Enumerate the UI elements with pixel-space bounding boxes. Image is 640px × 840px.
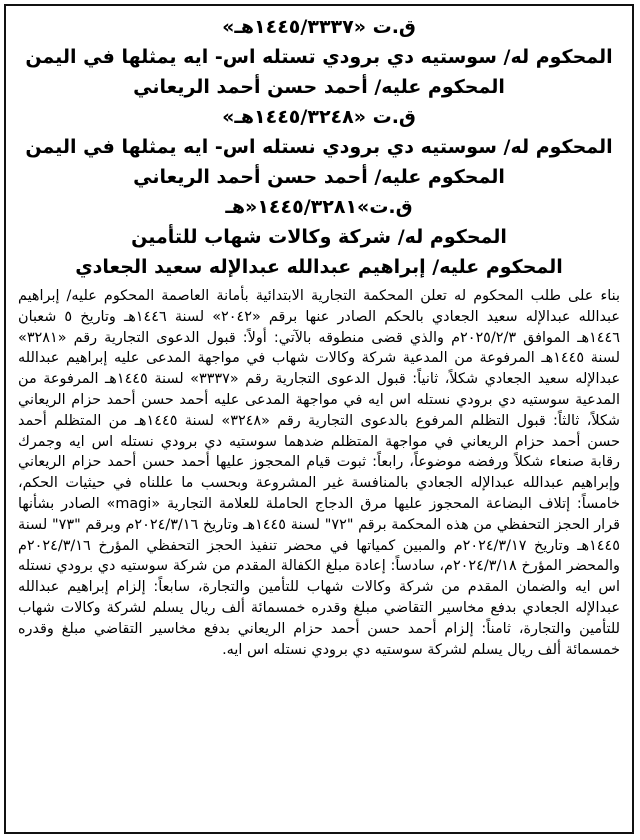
case-number: ق.ت»١٤٤٥/٣٢٨١«هـ <box>225 196 413 218</box>
defendant-line: المحكوم عليه/ أحمد حسن أحمد الريعاني <box>133 166 505 188</box>
judgment-paragraph: بناء على طلب المحكوم له تعلن المحكمة التجارية الابتدائية بأمانة العاصمة المحكوم عليه/ إبراهيم عبدالله عبدالإله سعيد الجعادي بالحكم الصادر عنها برقم «٢٠٤٢» لسنة ١٤٤٦هـ وتاريخ ٥ شعبان ١٤٤٦هـ الموافق ٢٠٢٥/٢/٣م والذي قضى منطوقه بالآتي: أولاً: قبول الدعوى التجارية رقم «٣٢٨١» لسنة ١٤٤٥هـ المرفوعة من المدعية شركة وكالات شهاب في مواجهة المدعى عليه إبراهيم عبدالله عبدالإله سعيد الجعادي شكلاً، ثانياً: قبول الدعوى التجارية رقم «٣٣٣٧» لسنة ١٤٤٥هـ المرفوعة من المدعية سوستيه دي برودي نستله اس ايه في مواجهة المدعى عليه أحمد حسن أحمد حزام الريعاني شكلاً، ثالثاً: قبول التظلم المرفوع بالدعوى التجارية رقم «٣٢٤٨» لسنة ١٤٤٥هـ من المتظلم أحمد حسن أحمد حزام الريعاني في مواجهة المتظلم ضدهما سوستيه دي برودي نستله اس ايه وجمرك رقابة صنعاء شكلاً ورفضه موضوعاً، رابعاً: ثبوت قيام المحجوز عليها أحمد حسن أحمد حزام الريعاني وإبراهيم عبدالله عبدالإله الجعادي بالمنافسة غير المشروعة وبحسب ما عللناه في حيثيات الحكم، خامساً: إتلاف البضاعة المحجوز عليها مرق الدجاج الحاملة للعلامة التجارية «magi» الصادر بشأنها قرار الحجز التحفظي من هذه المحكمة برقم "٧٢" لسنة ١٤٤٥هـ وتاريخ ٢٠٢٤/٣/١٦م وبرقم "٧٣" لسنة ١٤٤٥هـ وتاريخ ٢٠٢٤/٣/١٧م والمبين كمياتها في محضر تنفيذ الحجز التحفظي المؤرخ ٢٠٢٤/٣/١٦م والمحضر المؤرخ ٢٠٢٤/٣/١٨م، سادساً: إعادة مبلغ الكفالة المقدم من شركة سوستيه دي برودي نستله اس ايه والضمان المقدم من شركة وكالات شهاب للتأمين والتجارة، سابعاً: إلزام إبراهيم عبدالله عبدالإله الجعادي بدفع مخاسير التقاضي مبلغ وقدره خمسمائة ألف ريال يسلم لشركة وكالات شهاب للتأمين والتجارة، ثامناً: إلزام أحمد حسن أحمد حزام الريعاني بدفع مخاسير التقاضي مبلغ وقدره خمسمائة ألف ريال يسلم لشركة سوستيه دي برودي نستله اس ايه. <box>18 288 621 658</box>
plaintiff-line: المحكوم له/ سوستيه دي برودي نستله اس- ايه يمثلها في اليمن <box>25 136 613 158</box>
case-2 <box>18 102 620 192</box>
plaintiff-line: المحكوم له/ سوستيه دي برودي تستله اس- ايه يمثلها في اليمن <box>25 46 613 68</box>
defendant-line: المحكوم عليه/ إبراهيم عبدالله عبدالإله سعيد الجعادي <box>75 256 563 278</box>
case-number: ق.ت «١٤٤٥/٣٣٣٧هـ» <box>222 16 416 38</box>
case-number: ق.ت «١٤٤٥/٣٢٤٨هـ» <box>222 106 416 128</box>
plaintiff-line: المحكوم له/ شركة وكالات شهاب للتأمين <box>131 226 507 248</box>
judgment-text <box>18 286 620 660</box>
case-1 <box>18 12 620 102</box>
defendant-line: المحكوم عليه/ أحمد حسن أحمد الريعاني <box>133 76 505 98</box>
court-notice <box>4 4 634 834</box>
case-3 <box>18 192 620 282</box>
